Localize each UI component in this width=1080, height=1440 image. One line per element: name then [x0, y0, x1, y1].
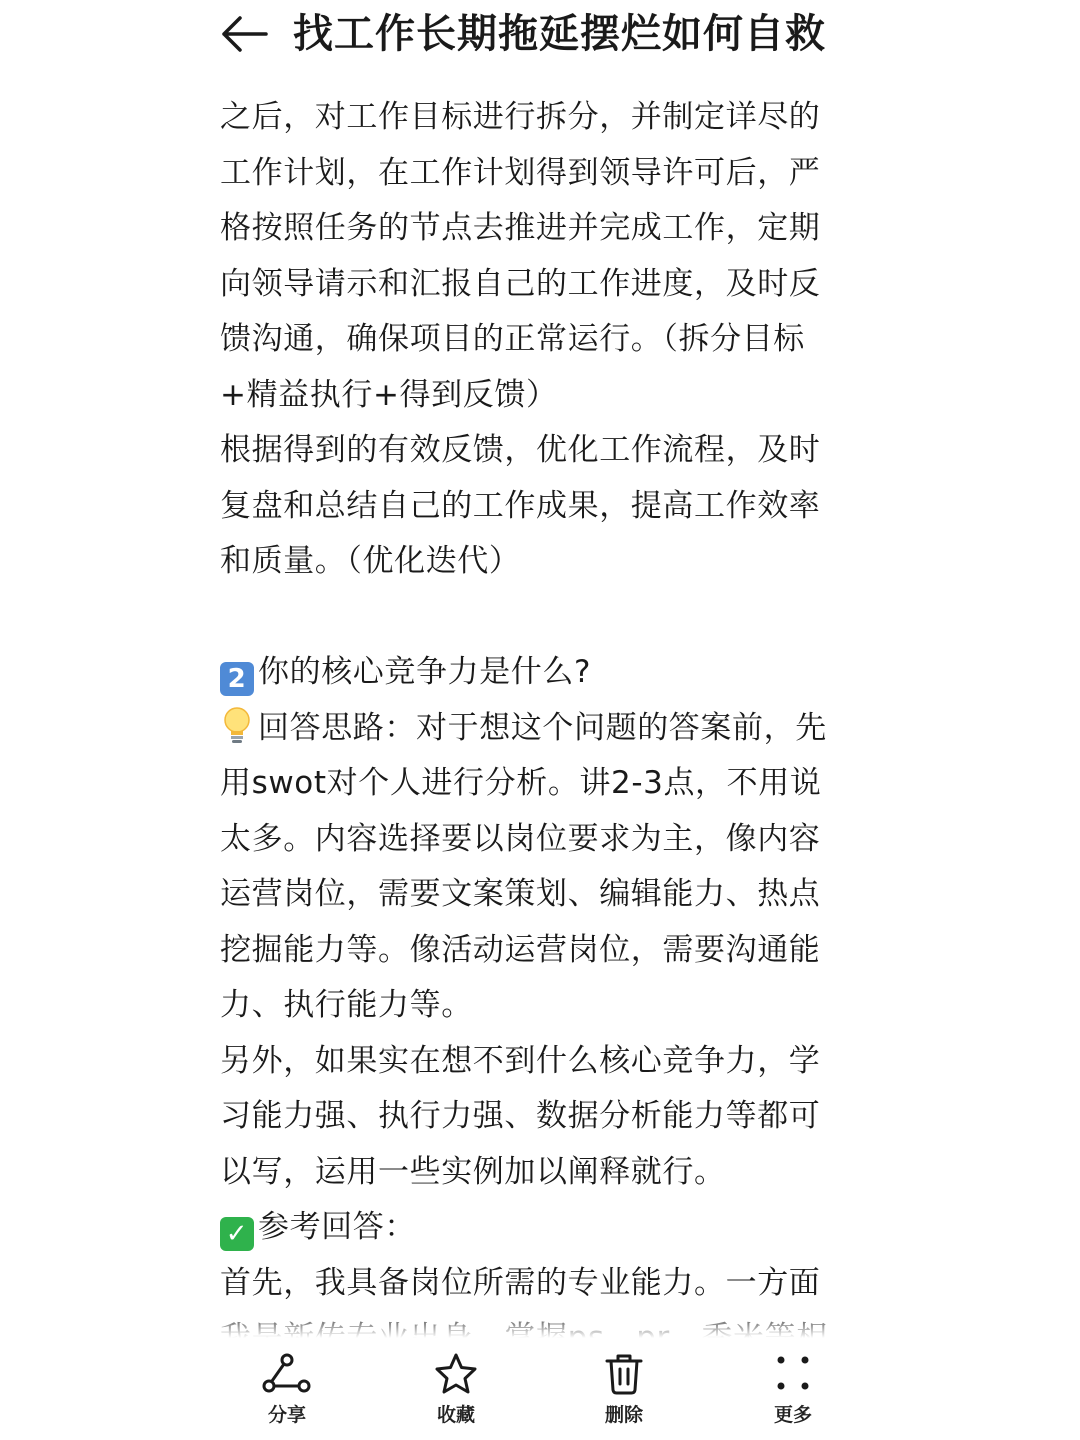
note-content [220, 90, 860, 1335]
lightbulb-icon [220, 706, 254, 746]
question-2-text: 你的核心竞争力是什么? [258, 654, 592, 690]
star-icon [432, 1352, 480, 1396]
delete-button[interactable] [564, 1352, 684, 1427]
header-bar [0, 0, 1080, 80]
text-line: 之后，对工作目标进行拆分，并制定详尽的 [220, 99, 821, 135]
delete-label: 删除 [604, 1404, 643, 1426]
answer-idea-line [220, 701, 860, 757]
text-line: +精益执行+得到反馈） [220, 376, 558, 413]
back-arrow-icon [218, 10, 270, 58]
text-line: 根据得到的有效反馈，优化工作流程，及时 [220, 432, 821, 468]
check-mark-icon: ✓ [220, 1217, 254, 1251]
text-line: 挖掘能力等。像活动运营岗位，需要沟通能 [220, 931, 821, 968]
text-line: 另外，如果实在想不到什么核心竞争力，学 [220, 1042, 821, 1079]
blank-line [220, 590, 860, 646]
text-line: 习能力强、执行力强、数据分析能力等都可 [220, 1098, 821, 1134]
text-line: 太多。内容选择要以岗位要求为主，像内容 [220, 820, 821, 857]
favorite-button[interactable] [396, 1352, 516, 1427]
text-line: 力、执行能力等。 [220, 987, 473, 1023]
reference-heading-text: 参考回答： [258, 1209, 416, 1245]
trash-icon [602, 1352, 646, 1396]
text-line: 用swot对个人进行分析。讲2-3点，不用说 [220, 765, 822, 801]
text-line: 馈沟通，确保项目的正常运行。（拆分目标 [220, 321, 805, 357]
bottom-toolbar [0, 1338, 1080, 1440]
more-button[interactable] [733, 1352, 853, 1427]
text-line: 向领导请示和汇报自己的工作进度，及时反 [220, 265, 821, 302]
share-label: 分享 [267, 1404, 306, 1426]
back-button[interactable] [218, 10, 270, 58]
text-line: 运营岗位，需要文案策划、编辑能力、热点 [220, 876, 821, 912]
question-2-heading [220, 645, 860, 701]
favorite-label: 收藏 [436, 1404, 475, 1426]
reference-heading [220, 1200, 860, 1256]
share-button[interactable] [227, 1352, 347, 1427]
answer-idea-text: 回答思路：对于想这个问题的答案前，先 [258, 709, 827, 746]
page-title: 找工作长期拖延摆烂如何自救 [293, 11, 826, 57]
share-icon [261, 1352, 313, 1396]
text-line: 以写，运用一些实例加以阐释就行。 [220, 1153, 726, 1190]
more-dots-icon [771, 1352, 815, 1396]
text-line: 和质量。（优化迭代） [220, 543, 521, 579]
text-line: 首先，我具备岗位所需的专业能力。一方面 [220, 1264, 821, 1301]
text-line: 格按照任务的节点去推进并完成工作，定期 [220, 210, 821, 246]
text-line: 复盘和总结自己的工作成果，提高工作效率 [220, 487, 821, 524]
number-2-icon: 2 [220, 662, 254, 696]
text-line: 工作计划，在工作计划得到领导许可后，严 [220, 154, 821, 191]
content-fade [0, 1310, 1080, 1338]
more-label: 更多 [773, 1404, 812, 1426]
